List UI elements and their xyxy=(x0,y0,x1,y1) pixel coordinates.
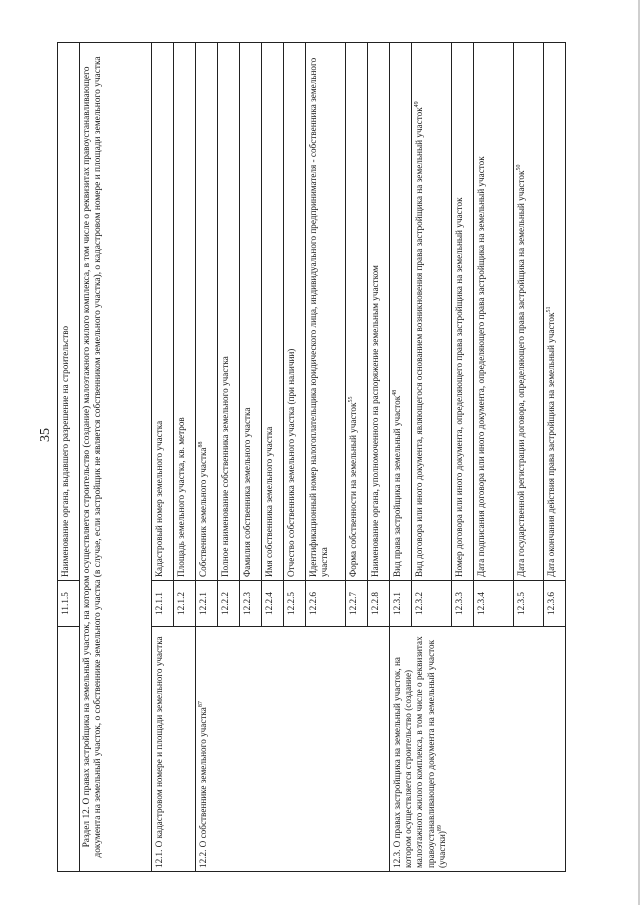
row-label-text: Полное наименование собственника земельного участка xyxy=(220,356,230,577)
row-label xyxy=(218,43,240,581)
row-number: 12.2.4 xyxy=(262,581,284,627)
footnote-mark: 89 xyxy=(436,825,443,832)
row-label-text: Площадь земельного участка, кв. метров xyxy=(176,417,186,577)
row-number: 12.1.2 xyxy=(174,581,196,627)
row-label xyxy=(196,43,218,581)
row-label xyxy=(544,43,566,581)
row-label-text: Наименование органа, уполномоченного на распоряжение земельным участком xyxy=(370,265,380,577)
row-number: 12.2.2 xyxy=(218,581,240,627)
row-label-text: Имя собственника земельного участка xyxy=(264,426,274,577)
row-number: 12.1.1 xyxy=(152,581,174,627)
row-label-text: Номер договора или иного документа, определяющего права застройщика на земельный участок xyxy=(454,197,464,577)
row-label xyxy=(368,43,390,581)
row-label-text: Форма собственности на земельный участок xyxy=(348,402,359,577)
row-label xyxy=(412,43,452,581)
row-label xyxy=(452,43,474,581)
group-title-text: 12.3. О правах застройщика на земельный участок, на котором осуществляется строительство (создание) малоэтажного жилого комплекса, в том числе о реквизитах правоустанавливающего документа на земельный участок (участки) xyxy=(392,636,447,868)
row-label xyxy=(390,43,412,581)
row-label: Наименование органа, выдавшего разрешение на строительство xyxy=(58,43,80,581)
row-number: 12.2.3 xyxy=(240,581,262,627)
row-label-text: Дата подписания договора или иного документа, определяющего права застройщика на земельный участок xyxy=(476,156,486,577)
section-title: Раздел 12. О правах застройщика на земельный участок, на котором осуществляется строительство (создание) малоэтажного жилого комплекса, в том числе о реквизитах правоустанавливающего документа на земельный участок, о собственнике земельного участка (в случае, если застройщик не является собственником земельного участка), о кадастровом номере и площади земельного участка xyxy=(80,43,152,872)
row-number: 12.2.1 xyxy=(196,581,218,627)
row-number: 12.3.2 xyxy=(412,581,452,627)
table-row xyxy=(390,43,412,872)
row-label xyxy=(240,43,262,581)
row-number: 12.2.5 xyxy=(284,581,306,627)
row-label xyxy=(262,43,284,581)
footnote-mark: 51 xyxy=(546,306,552,313)
row-label xyxy=(474,43,514,581)
group-title-text: 12.1. О кадастровом номере и площади земельного участка xyxy=(154,636,164,868)
row-number: 12.2.6 xyxy=(306,581,346,627)
row-label-text: Отчество собственника земельного участка (при наличии) xyxy=(286,348,296,577)
document-table xyxy=(57,42,566,872)
row-label-text: Фамилия собственника земельного участка xyxy=(242,407,252,577)
row-number: 12.3.3 xyxy=(452,581,474,627)
empty-cell xyxy=(58,627,80,872)
row-label xyxy=(284,43,306,581)
table-row xyxy=(58,43,80,872)
row-label xyxy=(346,43,368,581)
footnote-mark: 88 xyxy=(198,441,204,448)
footnote-mark: 55 xyxy=(348,396,354,403)
row-number: 12.3.5 xyxy=(514,581,544,627)
row-label xyxy=(174,43,196,581)
group-title xyxy=(390,627,566,872)
footnote-mark: 50 xyxy=(516,164,522,171)
row-label-text: Вид права застройщика на земельный участок xyxy=(392,395,403,577)
row-label-text: Идентификационный номер налогоплательщика юридического лица, индивидуального предпринимателя - собственника земельного участка xyxy=(308,57,330,577)
footnote-mark: 49 xyxy=(414,101,420,108)
rotated-document xyxy=(57,42,557,872)
row-number: 12.2.8 xyxy=(368,581,390,627)
footnote-mark: 48 xyxy=(392,389,398,396)
row-label xyxy=(514,43,544,581)
row-label-text: Собственник земельного участка xyxy=(198,447,209,577)
row-number: 11.1.5 xyxy=(58,581,80,627)
group-title xyxy=(152,627,196,872)
footnote-mark: 87 xyxy=(198,701,204,708)
row-label-text: Дата государственной регистрации договора, определяющего права застройщика на земельный участок xyxy=(516,170,527,577)
page-number: 35 xyxy=(38,428,53,442)
row-number: 12.3.4 xyxy=(474,581,514,627)
row-label-text: Вид договора или иного документа, являющегося основанием возникновения права застройщика на земельный участок xyxy=(414,107,425,577)
group-title xyxy=(196,627,390,872)
row-number: 12.3.1 xyxy=(390,581,412,627)
row-label xyxy=(306,43,346,581)
section-row xyxy=(80,43,152,872)
group-title-text: 12.2. О собственнике земельного участка xyxy=(198,707,209,868)
row-label xyxy=(152,43,174,581)
table-row xyxy=(152,43,174,872)
row-label-text: Кадастровый номер земельного участка xyxy=(154,420,164,577)
row-label-text: Дата окончания действия права застройщика на земельный участок xyxy=(546,312,557,577)
row-number: 12.3.6 xyxy=(544,581,566,627)
table-row xyxy=(196,43,218,872)
row-number: 12.2.7 xyxy=(346,581,368,627)
